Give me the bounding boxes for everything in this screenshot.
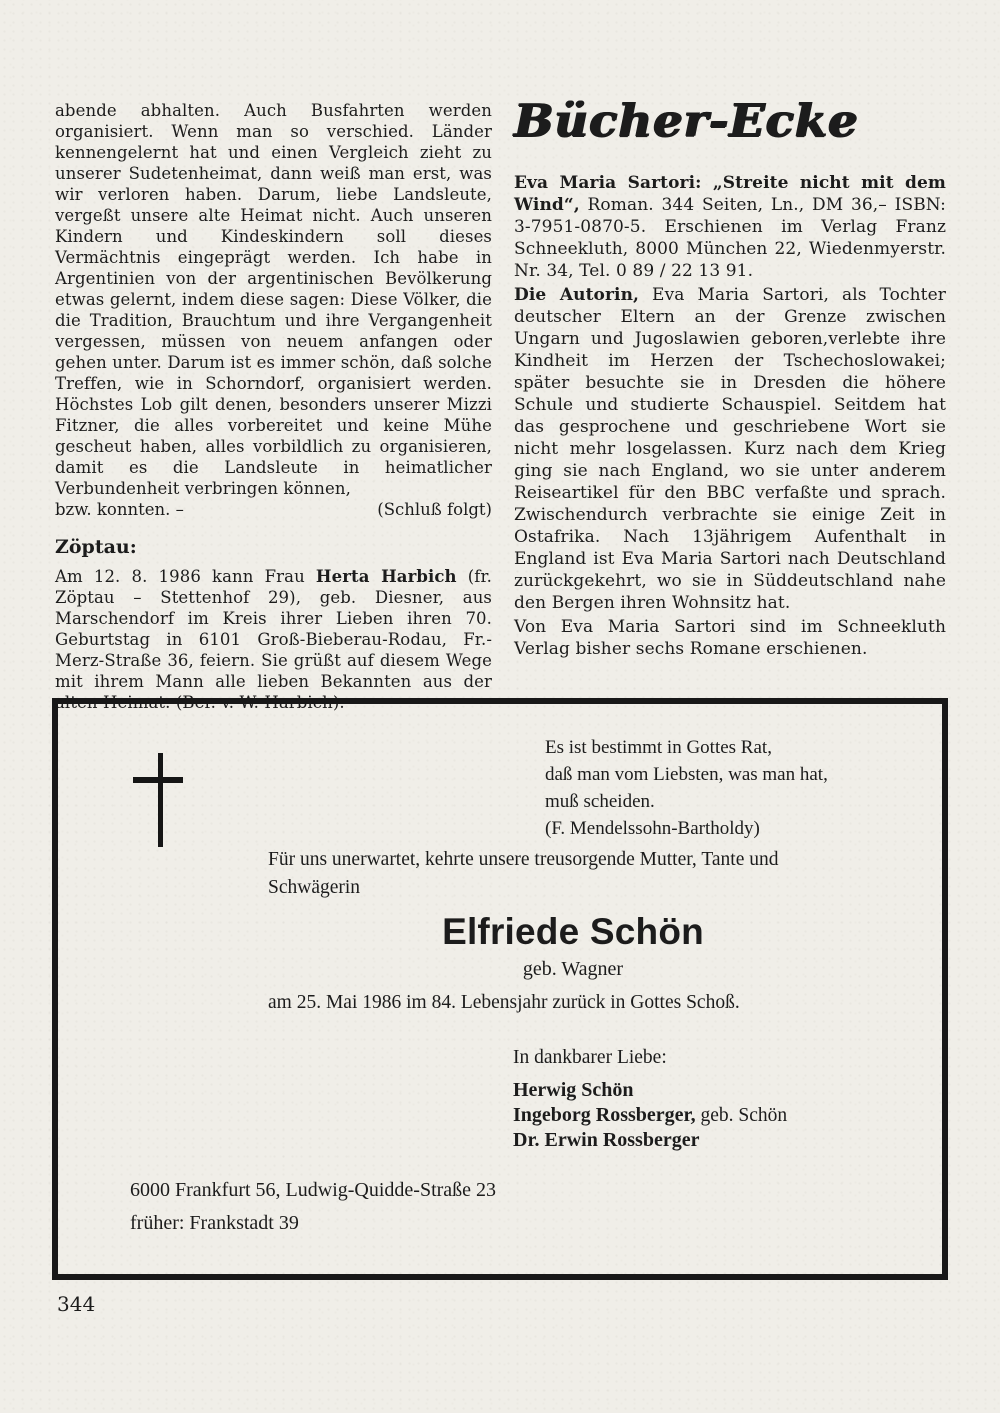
- obituary-quote: [545, 734, 828, 842]
- deceased-birth-name: geb. Wagner: [522, 958, 624, 980]
- deceased-name: Elfriede Schön: [442, 911, 704, 952]
- book-review-author-paragraph: [514, 284, 946, 614]
- cross-horizontal-bar: [133, 777, 183, 783]
- zoptau-person-name: Herta Harbich: [315, 567, 457, 586]
- buecher-ecke-title: Bücher-Ecke: [514, 94, 859, 147]
- obituary-death-line: am 25. Mai 1986 im 84. Lebensjahr zurück in Gottes Schoß.: [268, 992, 740, 1013]
- zoptau-paragraph: [55, 566, 492, 713]
- mourners-label: In dankbarer Liebe:: [513, 1047, 667, 1068]
- buecher-ecke-column: [514, 96, 946, 660]
- current-address: 6000 Frankfurt 56, Ludwig-Quidde-Straße 23: [130, 1179, 497, 1201]
- book-details-text: Roman. 344 Seiten, Ln., DM 36,– ISBN: 3-7951-0870-5. Erschienen im Verlag Franz Schneekluth, 8000 München 22, Wiedenmyerstr. Nr. 34, Tel. 0 89 / 22 13 91.: [514, 195, 946, 281]
- obituary-mourners: [513, 1046, 787, 1153]
- mourner-suffix: geb. Schön: [695, 1105, 788, 1126]
- mourner-name: Ingeborg Rossberger,: [513, 1104, 696, 1126]
- obituary-address-block: [130, 1174, 496, 1240]
- obituary-notice-box: [52, 698, 948, 1280]
- zoptau-section: [55, 536, 492, 713]
- zoptau-text-pre: Am 12. 8. 1986 kann Frau: [55, 567, 316, 586]
- quote-line: muß scheiden.: [545, 791, 655, 812]
- former-address: früher: Frankstadt 39: [130, 1212, 299, 1234]
- mourner-name: Dr. Erwin Rossberger: [513, 1129, 700, 1151]
- page-number: 344: [57, 1292, 96, 1316]
- obituary-intro: Für uns unerwartet, kehrte unsere treusorgende Mutter, Tante und Schwägerin: [268, 849, 779, 898]
- cross-icon: [118, 744, 198, 859]
- mourner-row: [513, 1078, 787, 1103]
- article-continuation-text: abende abhalten. Auch Busfahrten werden organisiert. Wenn man so verschied. Länder kennengelernt hat und einen Vergleich zieht zu unserer Sudetenheimat, dann weiß man erst, was wir verloren haben. Darum, liebe Landsleute, vergeßt unsere alte Heimat nicht. Auch unseren Kindern und Kindeskindern soll dieses Vermächtnis eingeprägt werden. Ich habe in Argentinien von der argentinischen Bevölkerung etwas gelernt, indem diese sagen: Diese Völker, die die Tradition, Brauchtum und ihre Vergangenheit vergessen, müssen von neuem anfangen oder gehen unter. Darum ist es immer schön, daß solche Treffen, wie in Schorndorf, organisiert werden. Höchstes Lob gilt denen, besonders unserer Mizzi Fitzner, die alles vorbereitet und keine Mühe gescheut haben, alles vorbildlich zu organisieren, damit es die Landsleute in heimatlicher Verbundenheit verbringen können,: [55, 101, 492, 498]
- mourners-list: [513, 1078, 787, 1153]
- zoptau-text-post: (fr. Zöptau – Stettenhof 29), geb. Diesner, aus Marschendorf im Kreis ihrer Lieben ihren 70. Geburtstag in 6101 Groß-Bieberau-Rodau, Fr.-Merz-Straße 36, feiern. Sie grüßt auf diesem Wege mit ihrem Mann alle lieben Bekannten aus der alten Heimat. (Ber. v. W. Harbich).: [55, 567, 492, 712]
- author-biography-text: Eva Maria Sartori, als Tochter deutscher Eltern an der Grenze zwischen Ungarn und Jugoslawien geboren,verlebte ihre Kindheit im Herzen der Tschechoslowakei; später besuchte sie in Dresden die höhere Schule und studierte Schauspiel. Seitdem hat das gesprochene und geschriebene Wort sie nicht mehr losgelassen. Kurz nach dem Krieg ging sie nach England, wo sie unter anderem Reiseartikel für den BBC verfaßte und sprach. Zwischendurch verbrachte sie einige Zeit in Ostafrika. Nach 13jährigem Aufenthalt in England ist Eva Maria Sartori nach Deutschland zurückgekehrt, wo sie in Süddeutschland nahe den Bergen ihren Wohnsitz hat.: [514, 285, 946, 613]
- quote-attribution: (F. Mendelssohn-Bartholdy): [545, 818, 760, 839]
- obituary-name-block: [263, 912, 883, 982]
- schluss-folgt-note: (Schluß folgt): [377, 500, 492, 519]
- article-last-line-left: bzw. konnten. –: [55, 500, 184, 519]
- book-title-author-bold: Eva Maria Sartori: „Streite nicht mit dem Wind“,: [514, 173, 946, 215]
- article-last-line: [55, 499, 492, 520]
- mourner-row: [513, 1103, 787, 1128]
- die-autorin-bold: Die Autorin,: [514, 285, 640, 305]
- zoptau-heading: Zöptau:: [55, 536, 137, 558]
- quote-line: daß man vom Liebsten, was man hat,: [545, 764, 828, 785]
- mourner-row: [513, 1128, 787, 1153]
- quote-line: Es ist bestimmt in Gottes Rat,: [545, 737, 772, 758]
- mourner-name: Herwig Schön: [513, 1079, 634, 1101]
- cross-vertical-bar: [158, 753, 163, 847]
- book-review-closing: Von Eva Maria Sartori sind im Schneekluth Verlag bisher sechs Romane erschienen.: [514, 617, 946, 659]
- book-review-lead: [514, 172, 946, 282]
- left-column: [55, 100, 492, 713]
